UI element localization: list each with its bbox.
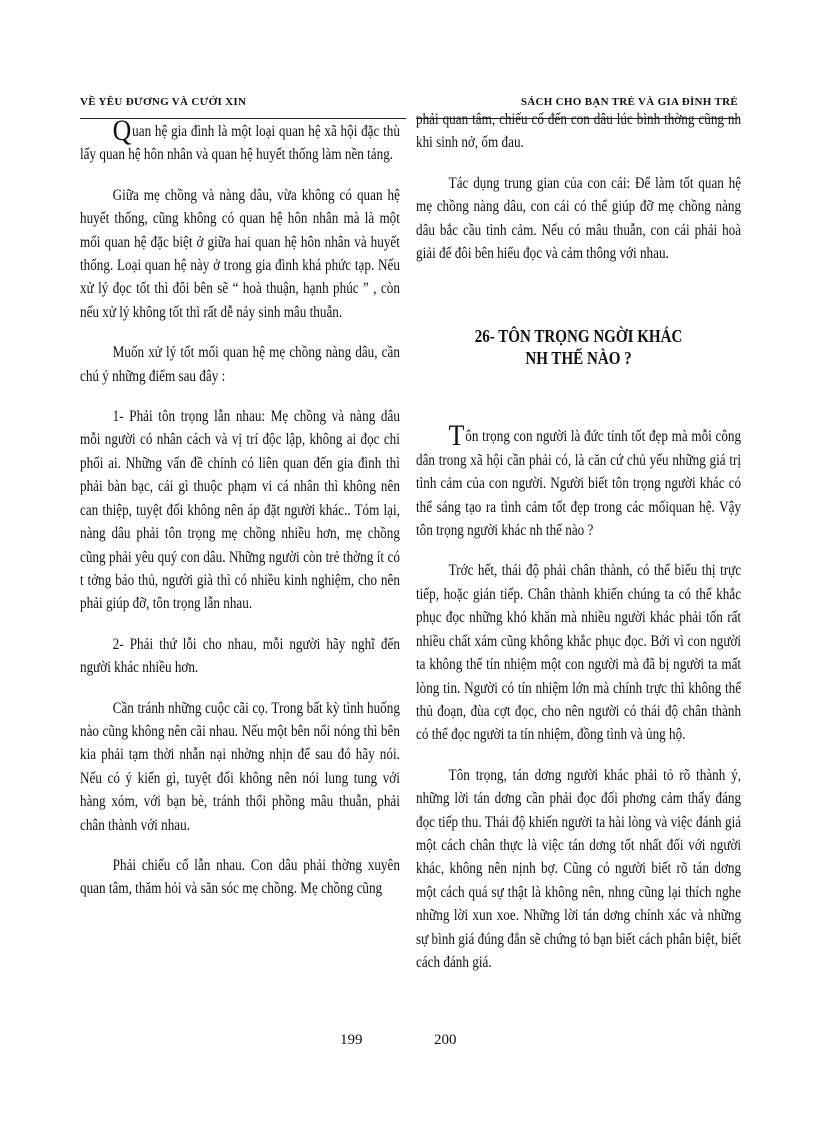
paragraph: phải quan tâm, chiếu cố đến con dâu lúc bình thờng cũng nh khi sinh nở, ốm đau. — [416, 111, 742, 152]
paragraph-text: uan hệ gia đình là một loại quan hệ xã hội đặc thù lấy quan hệ hôn nhân và quan hệ huyết thống làm nền tảng. — [80, 123, 400, 164]
left-page-body — [80, 114, 400, 918]
section-title — [416, 325, 741, 369]
paragraph — [416, 419, 742, 542]
paragraph-text: ôn trọng con người là đức tính tốt đẹp mà mỗi công dân trong xã hội cần phải có, là căn cứ chủ yếu những giá trị tình cảm của con người. Người biết tôn trọng người khác có thể sáng tạo ra tình cảm tốt đẹp trong các mốiquan hệ. Vậy tôn trọng người khác nh thế nào ? — [416, 428, 742, 540]
section-title-line: 26- TÔN TRỌNG NGỜI KHÁC — [474, 326, 683, 347]
page-number-left: 199 — [340, 1032, 363, 1048]
drop-cap: T — [448, 419, 465, 453]
paragraph: Tôn trọng, tán dơng người khác phải tỏ rõ thành ý, những lời tán dơng cần phải đọc đối phơng cảm thấy đáng đọc tiếp thu. Thái độ khiến người ta hài lòng và việc đánh giá một cách chân thực là việc tán dơng tốt nhất đối với người khác, không nên nịnh bợ. Cũng có người biết rõ tán dơng một cách quá sự thật là không nên, nhng cũng lại thích nghe những lời xun xoe. Những lời tán dơng chính xác và những sự bình giá đúng đắn sẽ chứng tỏ bạn biết cách phân biệt, biết cách đánh giá. — [416, 766, 742, 971]
right-page — [408, 0, 816, 1123]
right-page-body — [416, 108, 741, 991]
paragraph: Cần tránh những cuộc cãi cọ. Trong bất kỳ tình huống nào cũng không nên cãi nhau. Nếu một bên nổi nóng thì bên kia phải tạm thời nhẫn nại nhờng nhịn để sau đó hãy nói. Nếu có ý kiến gì, tuyệt đối không nên nói lung tung với hàng xóm, với bạn bè, tránh thổi phồng mâu thuẫn, phải chân thành với nhau. — [80, 699, 400, 834]
running-header-left: VỀ YÊU ĐƯƠNG VÀ CƯỚI XIN — [80, 96, 247, 108]
paragraph: 1- Phải tôn trọng lẫn nhau: Mẹ chồng và nàng dâu mỗi người có nhân cách và vị trí độc lập, không ai đọc chi phối ai. Những vấn đề chính có liên quan đến gia đình thì phải bàn bạc, cái gì thuộc phạm vi cá nhân thì không nên can thiệp, tuyệt đối không nên áp đặt người khác.. Tóm lại, nàng dâu phải tôn trọng mẹ chồng nhiều hơn, mẹ chồng cũng phải yêu quý con dâu. Những người còn trẻ thờng ít có t tởng bảo thủ, người già thì có nhiều kinh nghiệm, cho nên phải giúp đỡ, tôn trọng lẫn nhau. — [80, 408, 400, 613]
paragraph: Phải chiếu cố lẫn nhau. Con dâu phải thờng xuyên quan tâm, thăm hỏi và săn sóc mẹ chồng. Mẹ chồng cũng — [80, 856, 400, 898]
running-header-right: SÁCH CHO BẠN TRẺ VÀ GIA ĐÌNH TRẺ — [520, 96, 738, 108]
paragraph: Tác dụng trung gian của con cái: Để làm tốt quan hệ mẹ chồng nàng dâu, con cái có thể giúp đỡ mẹ chồng nàng dâu bắc cầu tình cảm. Nếu có mâu thuẫn, con cái phải hoà giải để đôi bên hiểu đọc và cảm thông với nhau. — [416, 174, 742, 263]
paragraph: 2- Phải thứ lỗi cho nhau, mỗi người hãy nghĩ đến người khác nhiều hơn. — [80, 635, 400, 677]
paragraph — [80, 114, 400, 167]
drop-cap: Q — [112, 114, 132, 147]
paragraph: Trớc hết, thái độ phải chân thành, có thể biểu thị trực tiếp, hoặc gián tiếp. Chân thành khiến chúng ta có thể khắc phục đọc những khó khăn mà nhiều người khác phải tốn rất nhiều chất xám cũng không khắc phục đọc. Bởi vì con người ta không thể tín nhiệm một con người mà đã bị người ta mất lòng tin. Người có tín nhiệm lớn mà chính trực thì không thể thủ đoạn, đùa cợt đọc, cho nên người có thái độ chân thành có thể đọc người ta tín nhiệm, đồng tình và ủng hộ. — [416, 562, 742, 744]
page-number-right: 200 — [434, 1032, 457, 1048]
paragraph: Giữa mẹ chồng và nàng dâu, vừa không có quan hệ huyết thống, cũng không có quan hệ hôn nhân mà là một mối quan hệ đặc biệt ở giữa hai quan hệ hôn nhân và huyết thống. Loại quan hệ này ở trong gia đình khá phức tạp. Nếu xử lý đọc tốt thì đôi bên sẽ “ hoà thuận, hạnh phúc ” , còn nếu xử lý không tốt thì rất dễ nảy sinh mâu thuẫn. — [80, 186, 400, 321]
paragraph: Muốn xử lý tốt mối quan hệ mẹ chồng nàng dâu, cần chú ý những điểm sau đây : — [80, 344, 400, 385]
section-title-line: NH THẾ NÀO ? — [525, 348, 632, 369]
